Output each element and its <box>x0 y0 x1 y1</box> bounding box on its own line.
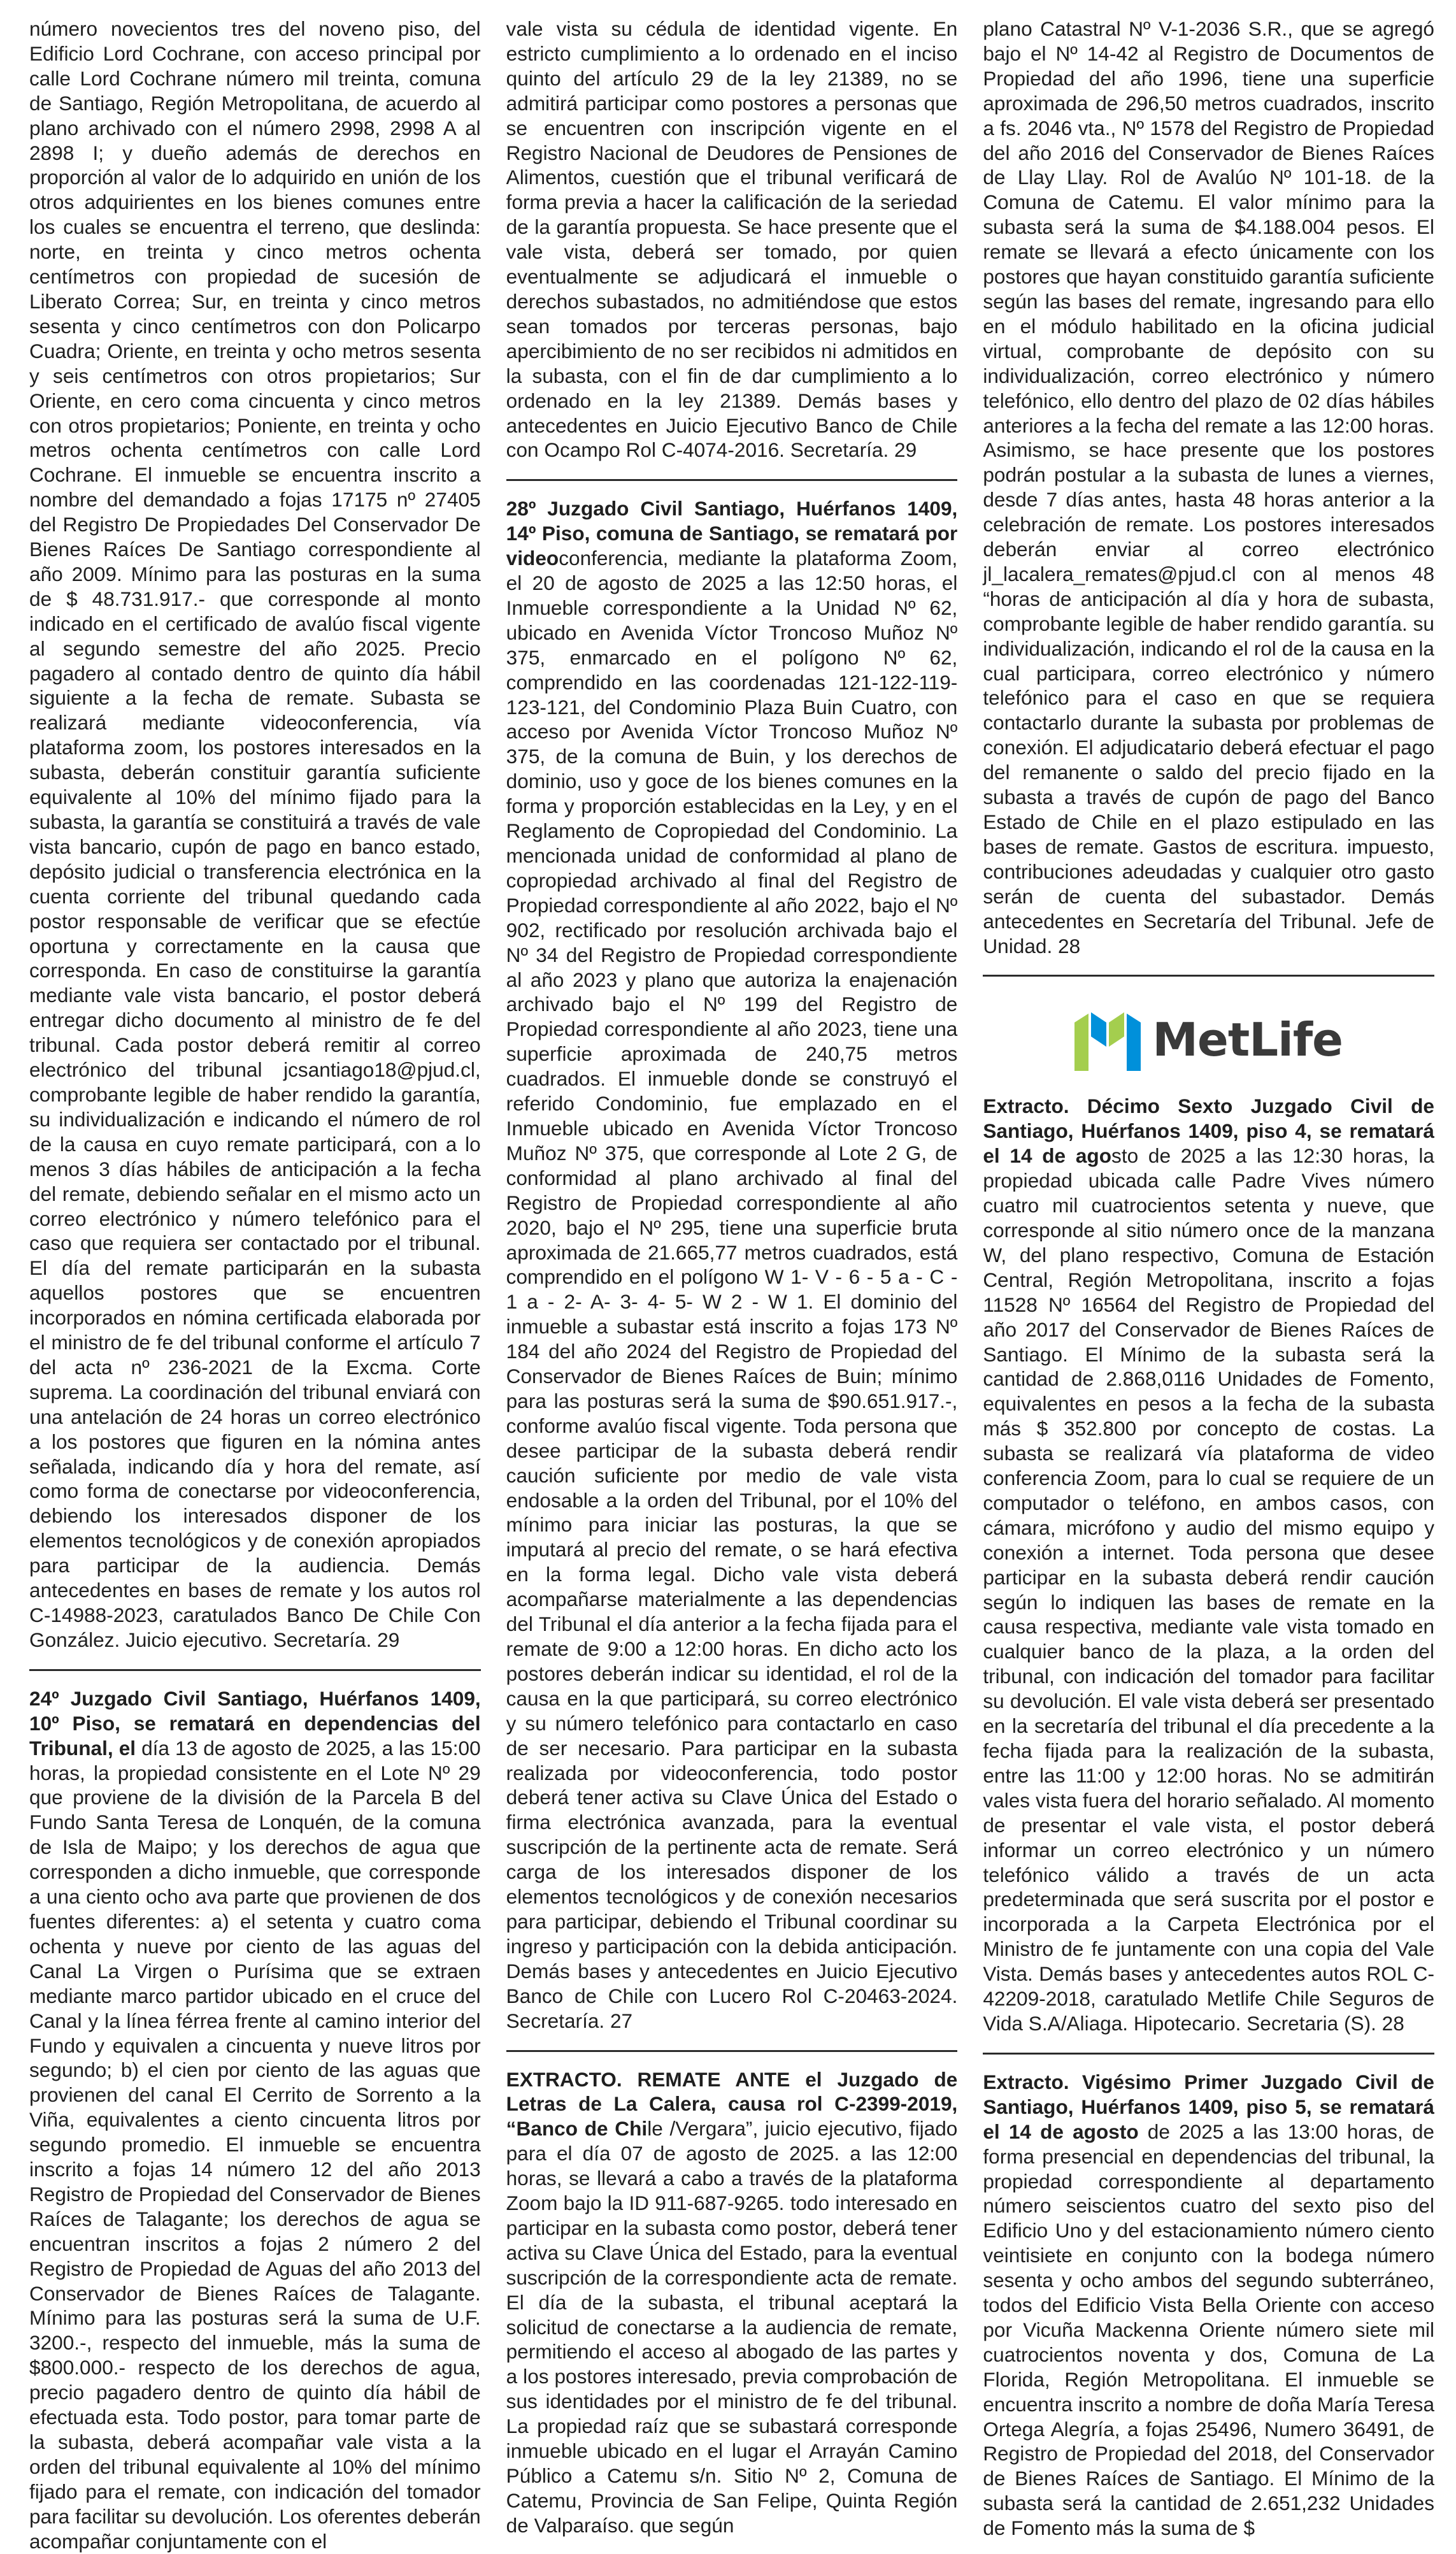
notice-separator <box>983 975 1434 977</box>
notice-28-juzgado <box>506 496 958 2033</box>
notice-body: día 13 de agosto de 2025, a las 15:00 horas, la propiedad consistente en el Lote Nº 29 que proviene de la división de la Parcela B del Fundo Santa Teresa de Lonquén, de la comuna de Isla de Maipo; y los derechos de agua que corresponden a dicho inmueble, que corresponde a una ciento ocho ava parte que provienen de dos fuentes diferentes: a) el setenta y cuatro coma ochenta y nueve por ciento de las aguas del Canal La Virgen o Purísima que se extraen mediante marco partidor ubicado en el cruce del Canal y la línea férrea frente al camino interior del Fundo y equivalen a cincuenta y nueve litros por segundo; b) el cien por ciento de las aguas que provienen del canal El Cerrito de Sorrento a la Viña, equivalentes a ciento cincuenta litros por segundo promedio. El inmueble se encuentra inscrito a fojas 14 número 12 del año 2013 Registro de Propiedad del Conservador de Bienes Raíces de Talagante; los derechos de agua se encuentran inscritos a fojas 2 número 2 del Registro de Propiedad de Aguas del año 2013 del Conservador de Bienes Raíces de Talagante. Mínimo para las posturas será la suma de U.F. 3200.-, respecto del inmueble, más la suma de $800.000.- respecto de los derechos de agua, precio pagadero dentro de quinto día hábil de efectuada esta. Todo postor, para tomar parte de la subasta, deberá acompañar vale vista a la orden del tribunal equivalente al 10% del mínimo fijado para el remate, con indicación del tomador para facilitar su devolución. Los oferentes deberán acompañar conjuntamente con el <box>29 1736 481 2553</box>
notice-continued <box>506 17 958 463</box>
metlife-m-logo-icon <box>1074 1008 1141 1071</box>
notice-body: número novecientos tres del noveno piso, del Edificio Lord Cochrane, con acceso principal por calle Lord Cochrane número mil treinta, comuna de Santiago, Región Metropolitana, de acuerdo al plano archivado con el número 2998, 2998 A al 2898 I; y dueño además de derechos en proporción al valor de lo adquirido en unión de los otros adquirientes en los bienes comunes entre los cuales se encuentra el terreno, que deslinda: norte, en treinta y cinco metros ochenta centímetros con propiedad de sucesión de Liberato Correa; Sur, en treinta y cinco metros sesenta y cinco centímetros con don Policarpo Cuadra; Oriente, en treinta y ocho metros sesenta y seis centímetros con otros propietarios; Sur Oriente, en cero coma cincuenta y cinco metros con otros propietarios; Poniente, en treinta y ocho metros ochenta centímetros con calle Lord Cochrane. El inmueble se encuentra inscrito a nombre del demandado a fojas 17175 nº 27405 del Registro De Propiedades Del Conservador De Bienes Raíces De Santiago correspondiente al año 2009. Mínimo para las posturas en la suma de $ 48.731.917.- que corresponde al monto indicado en el certificado de avalúo fiscal vigente al segundo semestre del año 2025. Precio pagadero al contado dentro de quinto día hábil siguiente a la fecha de remate. Subasta se realizará mediante videoconferencia, vía plataforma zoom, los postores interesados en la subasta, deberán constituir garantía suficiente equivalente al 10% del mínimo fijado para la subasta, la garantía se constituirá a través de vale vista bancario, cupón de pago en banco estado, depósito judicial o transferencia electrónica en la cuenta corriente del tribunal quedando cada postor responsable de verificar que se efectúe oportuna y correctamente en la causa que corresponda. En caso de constituirse la garantía mediante vale vista bancario, el postor deberá entregar dicho documento al ministro de fe del tribunal. Cada postor deberá remitir al correo electrónico del tribunal jcsantiago18@pjud.cl, comprobante legible de haber rendido la garantía, su individualización e indicando el número de rol de la causa en cuyo remate participará, con a lo menos 3 días hábiles de anticipación a la fecha del remate, debiendo señalar en el mismo acto un correo electrónico y número telefónico para el caso que requiera ser contactado por el tribunal. El día del remate participarán en la subasta aquellos postores que se encuentren incorporados en nómina certificada elaborada por el ministro de fe del tribunal conforme el artículo 7 del acta nº 236-2021 de la Excma. Corte suprema. La coordinación del tribunal enviará con una antelación de 24 horas un correo electrónico a los postores que figuren en la nómina antes señalada, indicando día y hora del remate, así como forma de conectarse por videoconferencia, debiendo los interesados disponer de los elementos tecnológicos y de conexión apropiados para participar de la audiencia. Demás antecedentes en bases de remate y los autos rol C-14988-2023, caratulados Banco De Chile Con González. Juicio ejecutivo. Secretaría. 29 <box>29 17 481 1651</box>
notice-separator <box>506 479 958 481</box>
metlife-brand-text: MetLife <box>1152 1013 1343 1067</box>
notice-body: de 2025 a las 13:00 horas, de forma presencial en dependencias del tribunal, la propiedad correspondiente al departamento número seiscientos cuatro del sexto piso del Edificio Uno y del estacionamiento número ciento veintisiete en conjunto con la bodega número sesenta y ocho ambos del segundo subterráneo, todos del Edificio Vista Bella Oriente con acceso por Vicuña Mackenna Oriente número siete mil cuatrocientos noventa y dos, Comuna de La Florida, Región Metropolitana. El inmueble se encuentra inscrito a nombre de doña María Teresa Ortega Alegría, a fojas 25496, Numero 36491, de Registro de Propiedad del 2018, del Conservador de Bienes Raíces de Santiago. El Mínimo de la subasta será la cantidad de 2.651,232 Unidades de Fomento más la suma de $ <box>983 2120 1435 2540</box>
notice-heading: Extracto. Décimo Sexto Juzgado Civil de Santiago, Huérfanos 1409, piso 4, se rematará el 14 de ago <box>983 1094 1435 1168</box>
notice-continued <box>983 17 1434 958</box>
notice-body: vale vista su cédula de identidad vigente. En estricto cumplimiento a lo ordenado en el inciso quinto del artículo 29 de la ley 21389, no se admitirá participar como postores a personas que se encuentren con inscripción vigente en el Registro Nacional de Deudores de Pensiones de Alimentos, cuestión que el tribunal verificará de forma previa a hacer la calificación de la seriedad de la garantía propuesta. Se hace presente que el vale vista, deberá ser tomado, por quien eventualmente se adjudicará el inmueble o derechos subastados, no admitiéndose que estos sean tomados por terceras personas, bajo apercibimiento de no ser recibidos ni admitidos en la subasta, con el fin de dar cumplimiento a lo ordenado en la ley 21389. Demás bases y antecedentes en Juicio Ejecutivo Banco de Chile con Ocampo Rol C-4074-2016. Secretaría. 29 <box>506 17 958 462</box>
notice-24-juzgado <box>29 1686 481 2554</box>
column-2 <box>506 17 958 2537</box>
notice-21-juzgado <box>983 2070 1434 2541</box>
notice-body: sto de 2025 a las 12:30 horas, la propiedad ubicada calle Padre Vives número cuatro mil cuatrocientos setenta y nueve, que corresponde al sitio número once de la manzana W, del plano respectivo, Comuna de Estación Central, Región Metropolitana, inscrito a fojas 11528 Nº 16564 del Registro de Propiedad del año 2017 del Conservador de Bienes Raíces de Santiago. El Mínimo de la subasta será la cantidad de 2.868,0116 Unidades de Fomento, equivalentes en pesos a la fecha de la subasta más $ 352.800 por concepto de costas. La subasta se realizará vía plataforma de video conferencia Zoom, para lo cual se requiere de un computador o teléfono, en ambos casos, con cámara, micrófono y audio del mismo equipo y conexión a internet. Toda persona que desee participar en la subasta deberá rendir caución según lo indiquen las bases de remate en la causa respectiva, mediante vale vista tomado en cualquier banco de la plaza, a la orden del tribunal, con indicación del tomador para facilitar su devolución. El vale vista deberá ser presentado en la secretaría del tribunal el día precedente a la fecha fijada para la realización de la subasta, entre las 11:00 y 12:00 horas. No se admitirán vales vista fuera del horario señalado. Al momento de presentar el vale vista, el postor deberá informar un correo electrónico y un número telefónico válido a través de un acta predeterminada que será suscrita por el postor e incorporada a la Carpeta Electrónica por el Ministro de fe juntamente con una copia del Vale Vista. Demás bases y antecedentes autos ROL C-42209-2018, caratulado Metlife Chile Seguros de Vida S.A/Aliaga. Hipotecario. Secretaria (S). 28 <box>983 1144 1435 2035</box>
notice-separator <box>29 1669 481 1671</box>
notice-heading: Extracto. Vigésimo Primer Juzgado Civil de Santiago, Huérfanos 1409, piso 5, se rematará el 14 de agosto <box>983 2070 1435 2143</box>
notice-heading: EXTRACTO. REMATE ANTE el Juzgado de Letras de La Calera, causa rol C-2399-2019, “Banco de Chi <box>506 2067 958 2141</box>
notice-heading: 24º Juzgado Civil Santiago, Huérfanos 1409, 10º Piso, se rematará en dependencias del Tribunal, el <box>29 1686 481 1760</box>
column-1 <box>29 17 481 2553</box>
notice-body: conferencia, mediante la plataforma Zoom, el 20 de agosto de 2025 a las 12:50 horas, el Inmueble correspondiente a la Unidad Nº 62, ubicado en Avenida Víctor Troncoso Muñoz Nº 375, enmarcado en el polígono Nº 62, comprendido en las coordenadas 121-122-119-123-121, del Condominio Plaza Buin Cuatro, con acceso por Avenida Víctor Troncoso Muñoz Nº 375, de la comuna de Buin, y los derechos de dominio, uso y goce de los bienes comunes en la forma y proporción establecidas en la Ley, y en el Reglamento de Copropiedad del Condominio. La mencionada unidad de conformidad al plano de copropiedad archivado al final del Registro de Propiedad correspondiente al año 2022, bajo el Nº 902, rectificado por resolución archivada bajo el Nº 34 del Registro de Propiedad correspondiente al año 2023 y plano que autoriza la enajenación archivado bajo el Nº 199 del Registro de Propiedad correspondiente al año 2023, tiene una superficie aproximada de 240,75 metros cuadrados. El inmueble donde se construyó el referido Condominio, fue emplazado en el Inmueble ubicado en Avenida Víctor Troncoso Muñoz Nº 375, que corresponde al Lote 2 G, de conformidad al plano archivado al final del Registro de Propiedad correspondiente al año 2020, bajo el Nº 295, tiene una superficie bruta aproximada de 21.665,77 metros cuadrados, está comprendido en el polígono W 1- V - 6 - 5 a - C - 1 a - 2- A- 3- 4- 5- W 2 - W 1. El dominio del inmueble a subastar está inscrito a fojas 173 Nº 184 del año 2024 del Registro de Propiedad del Conservador de Bienes Raíces de Buin; mínimo para las posturas será la suma de $90.651.917.-, conforme avalúo fiscal vigente. Toda persona que desee participar de la subasta deberá rendir caución suficiente por medio de vale vista endosable a la orden del Tribunal, por el 10% del mínimo para iniciar las posturas, la que se imputará al precio del remate, o se hará efectiva en la forma legal. Dicho vale vista deberá acompañarse materialmente a las dependencias del Tribunal el día anterior a la fecha fijada para el remate de 9:00 a 12:00 horas. En dicho acto los postores deberán indicar su identidad, el rol de la causa en la que participará, su correo electrónico y su número telefónico para contactarlo en caso de ser necesario. Para participar en la subasta realizada por videoconferencia, todo postor deberá tener activa su Clave Única del Estado o firma electrónica avanzada, para la eventual suscripción de la pertinente acta de remate. Será carga de los interesados disponer de los elementos tecnológicos y de conexión necesarios para participar, debiendo el Tribunal coordinar su ingreso y participación con la debida anticipación. Demás bases y antecedentes en Juicio Ejecutivo Banco de Chile con Lucero Rol C-20463-2024. Secretaría. 27 <box>506 547 958 2032</box>
notice-separator <box>506 2050 958 2052</box>
notice-16-juzgado <box>983 1094 1434 2035</box>
notice-continued <box>29 17 481 1653</box>
metlife-logo <box>983 992 1434 1087</box>
notice-la-calera <box>506 2067 958 2538</box>
notice-heading: 28º Juzgado Civil Santiago, Huérfanos 1409, 14º Piso, comuna de Santiago, se rematará por video <box>506 497 958 570</box>
notice-body: le /Vergara”, juicio ejecutivo, fijado para el día 07 de agosto de 2025. a las 12:00 horas, se llevará a cabo a través de la plataforma Zoom bajo la ID 911-687-9265. todo interesado en participar en la subasta como postor, deberá tener activa su Clave Única del Estado, para la eventual suscripción de la correspondiente acta de remate. El día de la subasta, el tribunal aceptará la solicitud de conectarse a la audiencia de remate, permitiendo el acceso al abogado de las partes y a los postores interesado, previa comprobación de sus identidades por el ministro de fe del tribunal. La propiedad raíz que se subastará corresponde inmueble ubicado en el lugar el Arrayán Camino Público a Catemu s/n. Sitio Nº 2, Comuna de Catemu, Provincia de San Felipe, Quinta Región de Valparaíso. que según <box>506 2117 958 2537</box>
column-3 <box>983 17 1435 2540</box>
notice-separator <box>983 2053 1434 2055</box>
notice-body: plano Catastral Nº V-1-2036 S.R., que se agregó bajo el Nº 14-42 al Registro de Documentos de Propiedad del año 1996, tiene una superficie aproximada de 296,50 metros cuadrados, inscrito a fs. 2046 vta., Nº 1578 del Registro de Propiedad del año 2016 del Conservador de Bienes Raíces de Llay Llay. Rol de Avalúo Nº 101-18. de la Comuna de Catemu. El valor mínimo para la subasta será la suma de $4.188.004 pesos. El remate se llevará a efecto únicamente con los postores que hayan constituido garantía suficiente según las bases del remate, ingresando para ello en el módulo habilitado en la oficina judicial virtual, comprobante de depósito con su individualización, correo electrónico y número telefónico, ello dentro del plazo de 02 días hábiles anteriores a la fecha del remate a las 12:00 horas. Asimismo, se hace presente que los postores podrán postular a la subasta de lunes a viernes, desde 7 días antes, hasta 48 horas anterior a la celebración de remate. Los postores interesados deberán enviar al correo electrónico jl_lacalera_remates@pjud.cl con al menos 48 “horas de anticipación al día y hora de subasta, comprobante legible de haber rendido garantía. su individualización, indicando el rol de la causa en la cual participara, correo electrónico y número telefónico para el caso en que se requiera contactarlo durante la subasta por problemas de conexión. El adjudicatario deberá efectuar el pago del remanente o saldo del precio fijado en la subasta a través de cupón de pago del Banco Estado de Chile en el plazo estipulado en las bases de remate. Gastos de escritura. impuesto, contribuciones adeudadas y cualquier otro gasto serán de cuenta del subastador. Demás antecedentes en Secretaría del Tribunal. Jefe de Unidad. 28 <box>983 17 1435 958</box>
